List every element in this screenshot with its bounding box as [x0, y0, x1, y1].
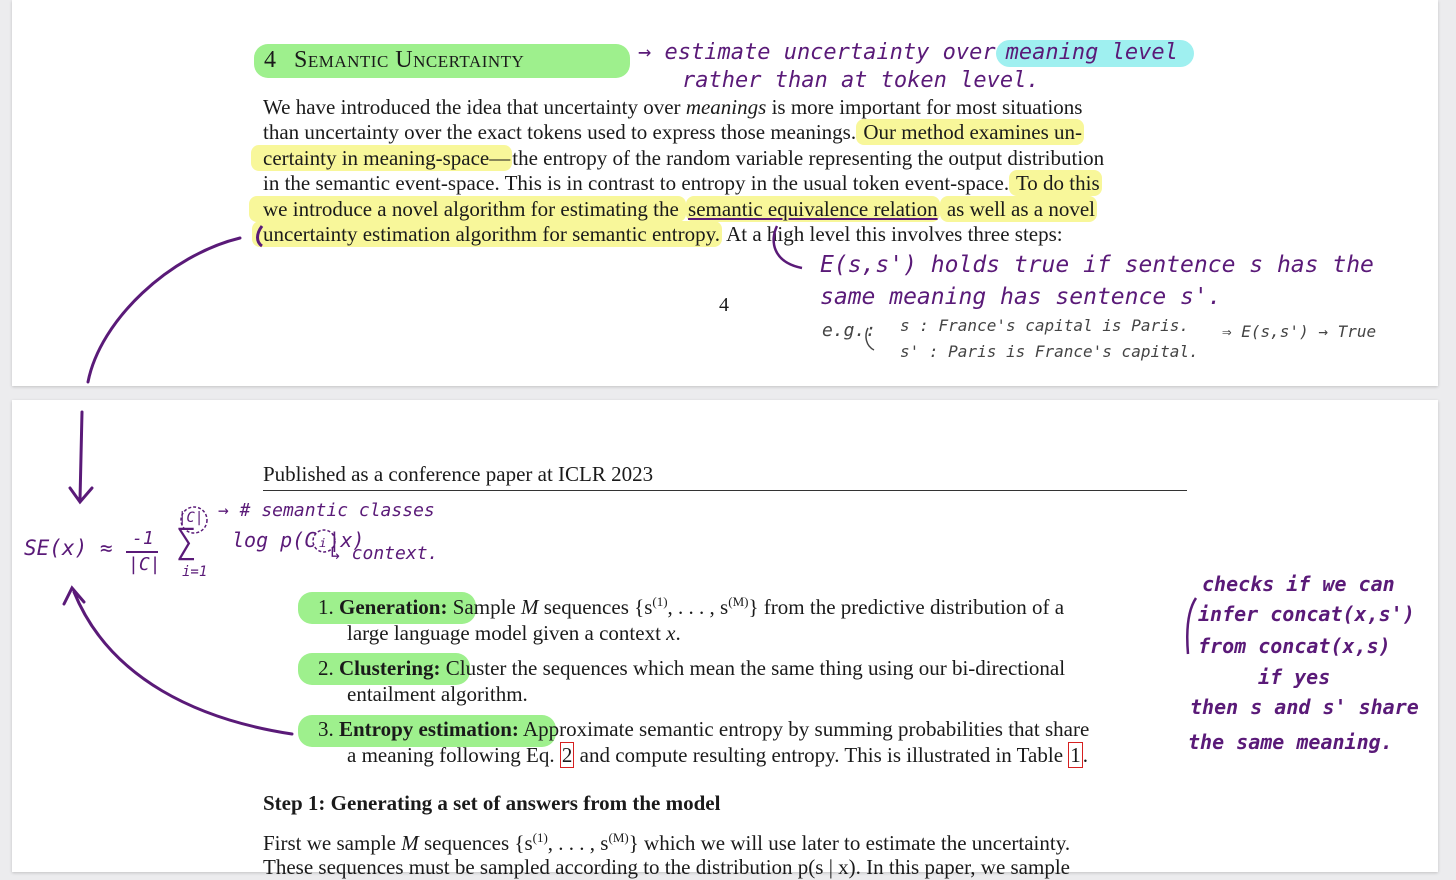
highlighted-text: as well as a novel: [941, 197, 1095, 221]
text: .: [675, 621, 681, 645]
highlighted-text: Our method examines un-: [858, 120, 1083, 144]
se-log-term: log p(Cᵢ|x): [232, 528, 365, 552]
text: sequences {s: [418, 831, 533, 855]
table-link[interactable]: 1: [1070, 743, 1081, 767]
text: and compute resulting entropy. This is illustrated in Table: [574, 743, 1069, 767]
clustering-note-line-6: the same meaning.: [1188, 730, 1393, 754]
math-sup: (M): [608, 830, 629, 845]
para-line-4: [263, 171, 1102, 196]
step-number: 1.: [318, 595, 334, 619]
step-label: Generation:: [339, 595, 448, 619]
step-item-3-line2: [347, 743, 1088, 768]
sum-lower-limit: i=1: [182, 564, 208, 580]
step-label: Clustering:: [339, 656, 441, 680]
context-note: ↳ context.: [330, 543, 439, 564]
text: Sample: [447, 595, 521, 619]
section-heading: [264, 47, 524, 74]
step-item-3: [318, 717, 1089, 742]
math-sup: (1): [652, 594, 668, 609]
page-number: 4: [719, 294, 729, 316]
sum-sigma-icon: ∑: [176, 522, 197, 562]
equiv-annotation-line1: E(s,s') holds true if sentence s has the: [820, 252, 1374, 278]
text: , . . . , s: [667, 595, 729, 619]
text-emph: meanings: [685, 95, 767, 119]
text: } which we will use later to estimate the uncertainty.: [628, 831, 1071, 855]
math-sup: (1): [532, 830, 548, 845]
se-fraction-numerator: -1: [132, 528, 154, 549]
text: the entropy of the random variable representing the output distribution: [512, 146, 1105, 170]
highlighted-text: certainty in meaning-space—: [251, 145, 512, 171]
se-fraction-bar: [126, 551, 158, 553]
example-label: e.g.:: [822, 320, 877, 341]
title-annotation-line1: [638, 40, 1194, 65]
text: is more important for most situations: [766, 95, 1083, 119]
section-number: 4: [264, 47, 276, 73]
header-rule: [263, 490, 1187, 491]
math-sup: (M): [728, 594, 749, 609]
annotation-text: → estimate uncertainty over: [638, 40, 996, 65]
running-header: Published as a conference paper at ICLR 2023: [263, 462, 654, 486]
text: large language model given a context: [347, 621, 667, 645]
text: , . . . , s: [547, 831, 609, 855]
semantic-classes-note: → # semantic classes: [218, 500, 435, 521]
equiv-annotation-line2: same meaning has sentence s'.: [820, 284, 1222, 310]
text: First we sample: [263, 831, 402, 855]
para-line-1: [263, 95, 1082, 120]
step-item-1: [318, 594, 1064, 620]
text: a meaning following Eq.: [347, 743, 560, 767]
text: sequences {s: [538, 595, 653, 619]
underlined-term: semantic equivalence relation: [688, 197, 938, 221]
math: M: [520, 595, 539, 619]
highlighted-text: uncertainty estimation algorithm for semantic entropy.: [252, 221, 722, 247]
clustering-note-line-3: from concat(x,s): [1198, 634, 1391, 658]
text: Cluster the sequences which mean the same thing using our bi-directional: [440, 656, 1066, 680]
para-line-5: [249, 197, 1097, 222]
highlighted-text: we introduce a novel algorithm for estimating the: [249, 196, 686, 222]
clustering-note-line-1: checks if we can: [1202, 572, 1395, 596]
para-line-3: [251, 146, 1104, 171]
title-annotation-line2: rather than at token level.: [682, 68, 1040, 93]
step-number: 3.: [318, 717, 334, 741]
para-line-6: [252, 222, 1063, 247]
text: At a high level this involves three steps:: [722, 222, 1063, 246]
highlighted-text: To do this: [1011, 171, 1100, 195]
example-s-prime: s' : Paris is France's capital.: [900, 342, 1199, 361]
step-label: Entropy estimation:: [339, 717, 519, 741]
step-number: 2.: [318, 656, 334, 680]
text: We have introduced the idea that uncertainty over: [263, 95, 686, 119]
step1-paragraph-line1: [263, 830, 1070, 856]
sum-upper-limit: |C|: [178, 510, 204, 526]
math: M: [401, 831, 419, 855]
step1-paragraph-line2: These sequences must be sampled according to the distribution p(s | x). In this paper, we sample: [263, 855, 1070, 879]
text: in the semantic event-space. This is in contrast to entropy in the usual token event-space.: [263, 171, 1010, 195]
text: } from the predictive distribution of a: [748, 595, 1065, 619]
para-line-2: [263, 120, 1084, 145]
clustering-note-line-5: then s and s' share: [1190, 695, 1419, 719]
se-fraction-denominator: |C|: [128, 554, 161, 575]
section-title: Semantic Uncertainty: [294, 47, 525, 73]
step1-heading: Step 1: Generating a set of answers from the model: [263, 791, 721, 815]
step-item-2: [318, 656, 1065, 681]
math: x: [666, 621, 676, 645]
text: .: [1082, 743, 1089, 767]
example-s: s : France's capital is Paris.: [900, 316, 1189, 335]
text: Approximate semantic entropy by summing probabilities that share: [518, 717, 1090, 741]
step-item-1-line2: [347, 621, 681, 646]
step-item-2-line2: entailment algorithm.: [347, 682, 528, 706]
clustering-note-line-4: if yes: [1258, 665, 1331, 689]
se-formula-lhs: SE(x) ≈: [24, 536, 113, 560]
clustering-note-line-2: infer concat(x,s'): [1198, 602, 1415, 626]
equation-link[interactable]: 2: [561, 743, 573, 767]
example-result: ⇒ E(s,s') → True: [1222, 322, 1377, 341]
annotation-highlight: meaning level: [996, 40, 1194, 67]
text: than uncertainty over the exact tokens used to express those meanings.: [263, 120, 857, 144]
